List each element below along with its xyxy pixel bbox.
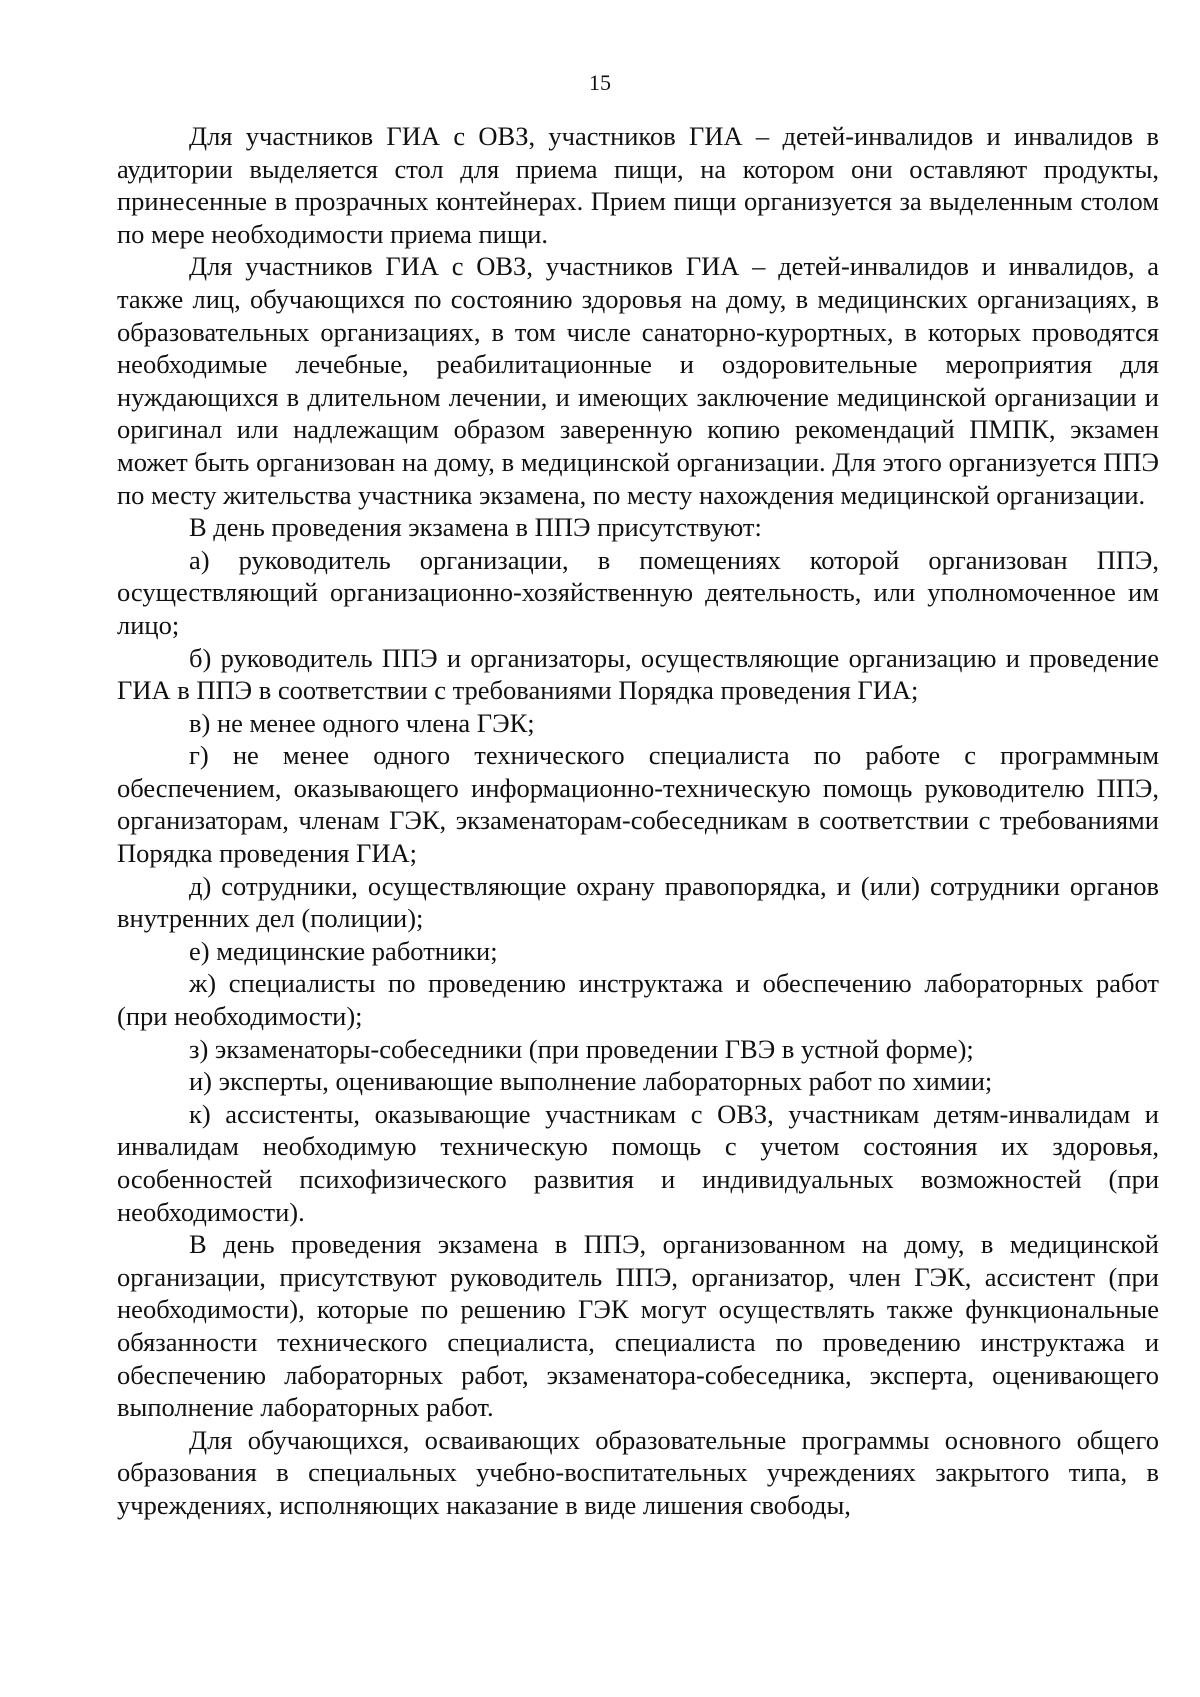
paragraph-closed-institutions: Для обучающихся, осваивающих образовательные программы основного общего образования в специальных учебно-воспитательных учреждениях закрытого типа, в учреждениях, исполняющих наказание в виде лишения свободы,: [117, 1424, 1159, 1520]
paragraph-home-exam: Для участников ГИА с ОВЗ, участников ГИА – детей-инвалидов и инвалидов, а также лиц, обучающихся по состоянию здоровья на дому, в медицинских организациях, в образовательных организациях, в том числе санаторно-курортных, в которых проводятся необходимые лечебные, реабилитационные и оздоровительные мероприятия для нуждающихся в длительном лечении, и имеющих заключение медицинской организации и оригинал или надлежащим образом заверенную копию рекомендаций ПМПК, экзамен может быть организован на дому, в медицинской организации. Для этого организуется ППЭ по месту жительства участника экзамена, по месту нахождения медицинской организации.: [117, 251, 1159, 510]
paragraph-food-table: Для участников ГИА с ОВЗ, участников ГИА – детей-инвалидов и инвалидов в аудитории выделяется стол для приема пищи, на котором они оставляют продукты, принесенные в прозрачных контейнерах. Прием пищи организуется за выделенным столом по мере необходимости приема пищи.: [117, 121, 1159, 249]
list-item-z: з) экзаменаторы-собеседники (при проведении ГВЭ в устной форме);: [189, 1033, 974, 1064]
list-item-g: г) не менее одного технического специалиста по работе с программным обеспечением, оказывающего информационно-техническую помощь руководителю ППЭ, организаторам, членам ГЭК, экзаменаторам-собеседникам в соответствии с требованиями Порядка проведения ГИА;: [117, 740, 1159, 869]
paragraph-attendees-intro: В день проведения экзамена в ППЭ присутствуют:: [189, 512, 762, 543]
page-number: 15: [589, 70, 611, 95]
list-item-d: д) сотрудники, осуществляющие охрану правопорядка, и (или) сотрудники органов внутренних дел (полиции);: [117, 870, 1159, 934]
list-item-k: к) ассистенты, оказывающие участникам с ОВЗ, участникам детям-инвалидам и инвалидам необходимую техническую помощь с учетом состояния их здоровья, особенностей психофизического развития и индивидуальных возможностей (при необходимости).: [117, 1098, 1159, 1227]
paragraph-home-exam-attendees: В день проведения экзамена в ППЭ, организованном на дому, в медицинской организации, присутствуют руководитель ППЭ, организатор, член ГЭК, ассистент (при необходимости), которые по решению ГЭК могут осуществлять также функциональные обязанности технического специалиста, специалиста по проведению инструктажа и обеспечению лабораторных работ, экзаменатора-собеседника, эксперта, оценивающего выполнение лабораторных работ.: [117, 1229, 1159, 1423]
list-item-e: е) медицинские работники;: [189, 935, 498, 966]
list-item-a: а) руководитель организации, в помещениях которой организован ППЭ, осуществляющий организационно-хозяйственную деятельность, или уполномоченное им лицо;: [117, 544, 1159, 640]
list-item-zh: ж) специалисты по проведению инструктажа и обеспечению лабораторных работ (при необходимости);: [117, 968, 1159, 1032]
list-item-v: в) не менее одного члена ГЭК;: [189, 707, 535, 738]
list-item-i: и) эксперты, оценивающие выполнение лабораторных работ по химии;: [189, 1066, 993, 1097]
document-body: [117, 120, 1159, 1522]
list-item-b: б) руководитель ППЭ и организаторы, осуществляющие организацию и проведение ГИА в ППЭ в соответствии с требованиями Порядка проведения ГИА;: [117, 642, 1159, 706]
